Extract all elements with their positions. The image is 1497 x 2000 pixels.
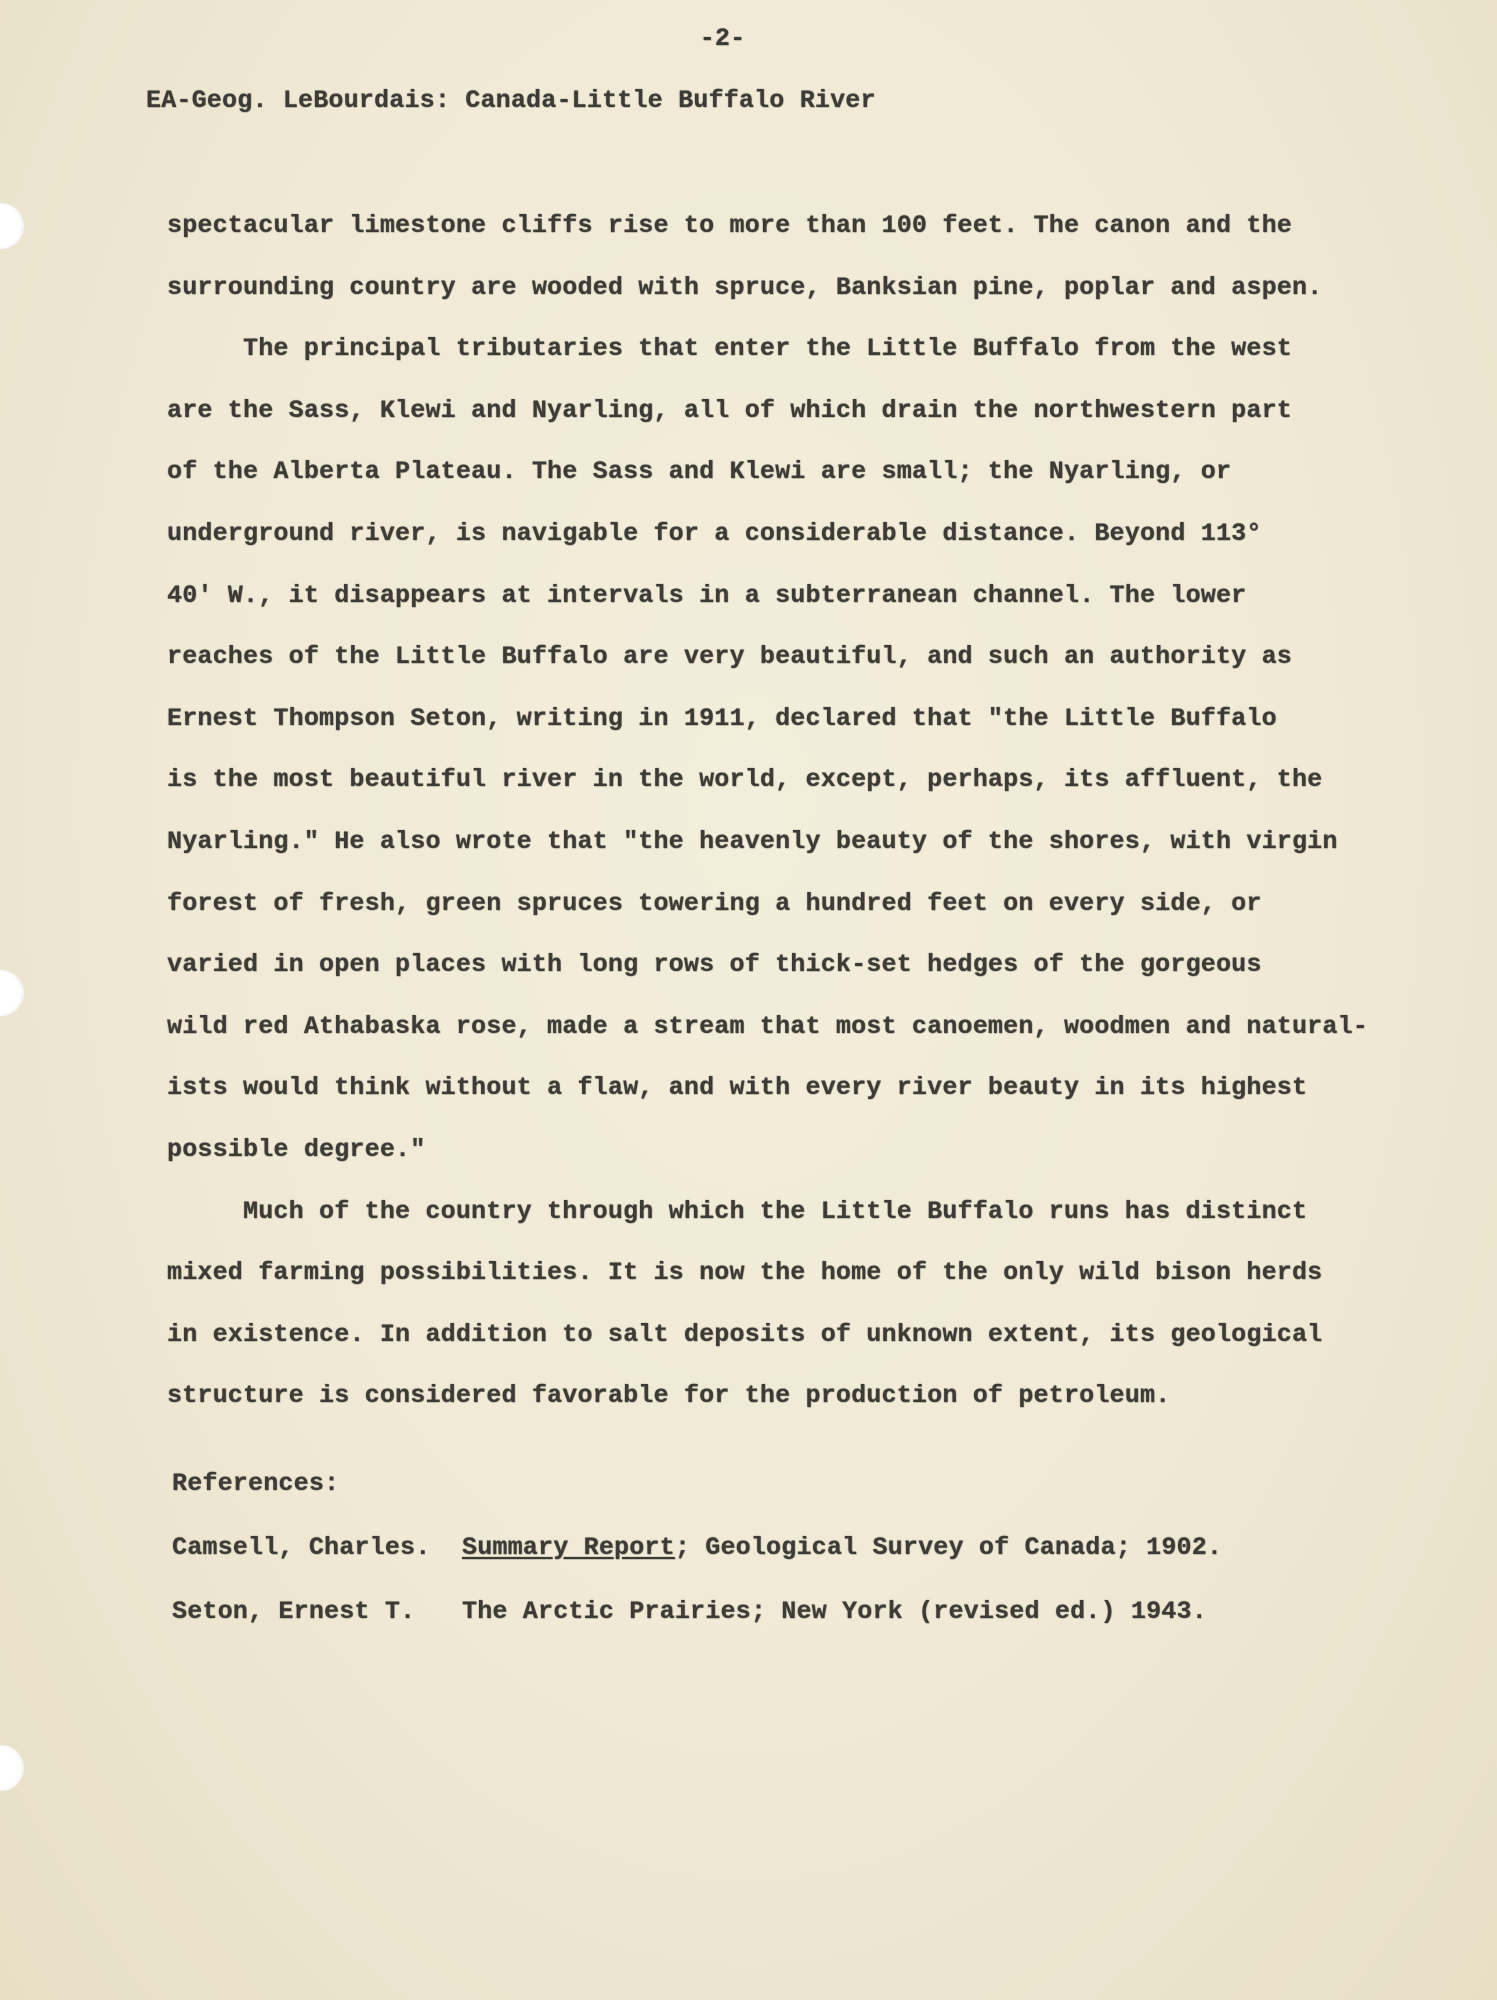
text-line: surrounding country are wooded with spruce, Banksian pine, poplar and aspen. (167, 272, 1323, 302)
text-line: Much of the country through which the Little Buffalo runs has distinct (243, 1196, 1308, 1226)
text-line: underground river, is navigable for a considerable distance. Beyond 113° (167, 518, 1262, 548)
reference-author: Camsell, Charles. (172, 1533, 431, 1562)
text-line: forest of fresh, green spruces towering a hundred feet on every side, or (167, 888, 1262, 918)
text-line: 40' W., it disappears at intervals in a subterranean channel. The lower (167, 580, 1247, 610)
paragraph-2 (167, 318, 1397, 1180)
paragraph-3 (167, 1181, 1397, 1427)
text-line: in existence. In addition to salt deposits of unknown extent, its geological (167, 1319, 1323, 1349)
punch-hole-bottom (0, 1745, 24, 1791)
text-line: possible degree." (167, 1134, 426, 1164)
reference-title: Summary Report (462, 1533, 675, 1562)
text-line: spectacular limestone cliffs rise to more than 100 feet. The canon and the (167, 211, 1292, 240)
text-line: of the Alberta Plateau. The Sass and Klewi are small; the Nyarling, or (167, 457, 1232, 487)
text-line: structure is considered favorable for the production of petroleum. (167, 1381, 1171, 1411)
body-text (167, 195, 1397, 1427)
punch-hole-middle (0, 970, 24, 1016)
references-section (172, 1452, 1222, 1644)
text-line: wild red Athabaska rose, made a stream that most canoemen, woodmen and natural- (167, 1011, 1368, 1041)
text-line: Nyarling." He also wrote that "the heavenly beauty of the shores, with virgin (167, 826, 1338, 856)
text-line: is the most beautiful river in the world, except, perhaps, its affluent, the (167, 765, 1323, 795)
page-number: -2- (699, 24, 746, 53)
reference-item (172, 1516, 1222, 1580)
paragraph-1 (167, 195, 1397, 318)
running-header: EA-Geog. LeBourdais: Canada-Little Buffalo River (146, 86, 876, 115)
text-line: ists would think without a flaw, and with every river beauty in its highest (167, 1073, 1308, 1103)
reference-author: Seton, Ernest T. (172, 1597, 416, 1626)
references-heading: References: (172, 1469, 340, 1498)
text-line: Ernest Thompson Seton, writing in 1911, declared that "the Little Buffalo (167, 703, 1277, 733)
punch-hole-top (0, 203, 24, 249)
text-line: mixed farming possibilities. It is now the home of the only wild bison herds (167, 1258, 1323, 1288)
reference-details: The Arctic Prairies; New York (revised ed.) 1943. (462, 1597, 1207, 1626)
text-line: varied in open places with long rows of thick-set hedges of the gorgeous (167, 950, 1262, 980)
reference-details: ; Geological Survey of Canada; 1902. (674, 1533, 1223, 1562)
text-line: The principal tributaries that enter the Little Buffalo from the west (243, 334, 1292, 364)
text-line: are the Sass, Klewi and Nyarling, all of which drain the northwestern part (167, 395, 1292, 425)
reference-item (172, 1580, 1222, 1644)
text-line: reaches of the Little Buffalo are very beautiful, and such an authority as (167, 642, 1292, 672)
